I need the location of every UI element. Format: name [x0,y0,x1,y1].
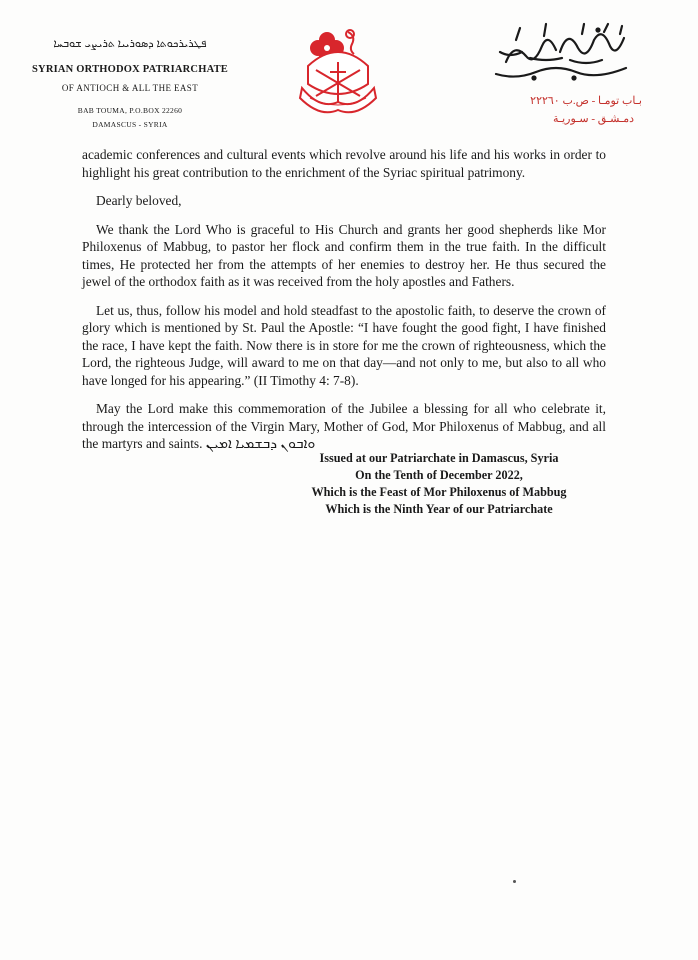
issued-line-2: On the Tenth of December 2022, [355,468,523,482]
arabic-address-line-1: بـاب تومـا - ص.ب ٢٢٢٦٠ [530,95,642,107]
issued-line-1: Issued at our Patriarchate in Damascus, Syria [319,451,559,465]
patriarchate-title: SYRIAN ORTHODOX PATRIARCHATE [32,64,228,75]
blessing-text: May the Lord make this commemoration of the Jubilee a blessing for all who celebrate it, through the intercession of the Virgin Mary, Mother of God, Mor Philoxenus of Mabbug, and all the martyrs and saints. [82,401,606,451]
syriac-heading: ܦܛܪܝܪܟܘܬܐ ܕܣܘܪܝܝܐ ܬܪܝܨܝ ܫܘܒܚܐ [53,38,207,50]
arabic-calligraphy-logo [486,22,636,86]
patriarchal-emblem-icon [296,26,380,116]
paragraph-1: academic conferences and cultural events which revolve around his life and his works in order to highlight his great contribution to the enrichment of the Syriac spiritual patrimony. [82,147,606,180]
paragraph-exhortation: Let us, thus, follow his model and hold steadfast to the apostolic faith, to deserve the crown of glory which is mentioned by St. Paul the Apostle: “I have fought the good fight, I have finished the race, I have kept the faith. Now there is in store for me the crown of righteousness, which the Lord, the righteous Judge, will award to me on that day—and not only to me, but also to all who have longed for his appearing.” (II Timothy 4: 7-8). [82,302,606,388]
issued-line-3: Which is the Feast of Mor Philoxenus of Mabbug [311,485,567,499]
issued-line-4: Which is the Ninth Year of our Patriarchate [325,502,553,516]
syriac-blessing: ܘܐܒܘܢ ܕܒܫܡܝܐ ܐܡܝܢ [205,437,316,452]
issuance-block [304,450,574,518]
paragraph-blessing [82,400,606,454]
patriarchate-subtitle: OF ANTIOCH & ALL THE EAST [61,83,199,93]
arabic-address-line-2: دمـشـق - سـوريـة [552,113,634,125]
address-line-1: BAB TOUMA, P.O.BOX 22260 [77,106,183,115]
paragraph-thanks: We thank the Lord Who is graceful to His Church and grants her good shepherds like Mor Philoxenus of Mabbug, to pastor her flock and confirm them in the true faith. In the difficult times, He protected her from the attempts of her enemies to destroy her. He thus secured the jewel of the orthodox faith as it was received from the holy apostles and Fathers. [82,221,606,289]
letterhead-arabic [470,22,670,125]
paper-speck [513,880,516,883]
letterhead-english [30,38,230,132]
letter-body [82,146,606,465]
address-line-2: DAMASCUS - SYRIA [92,120,168,129]
salutation: Dearly beloved, [96,193,182,208]
